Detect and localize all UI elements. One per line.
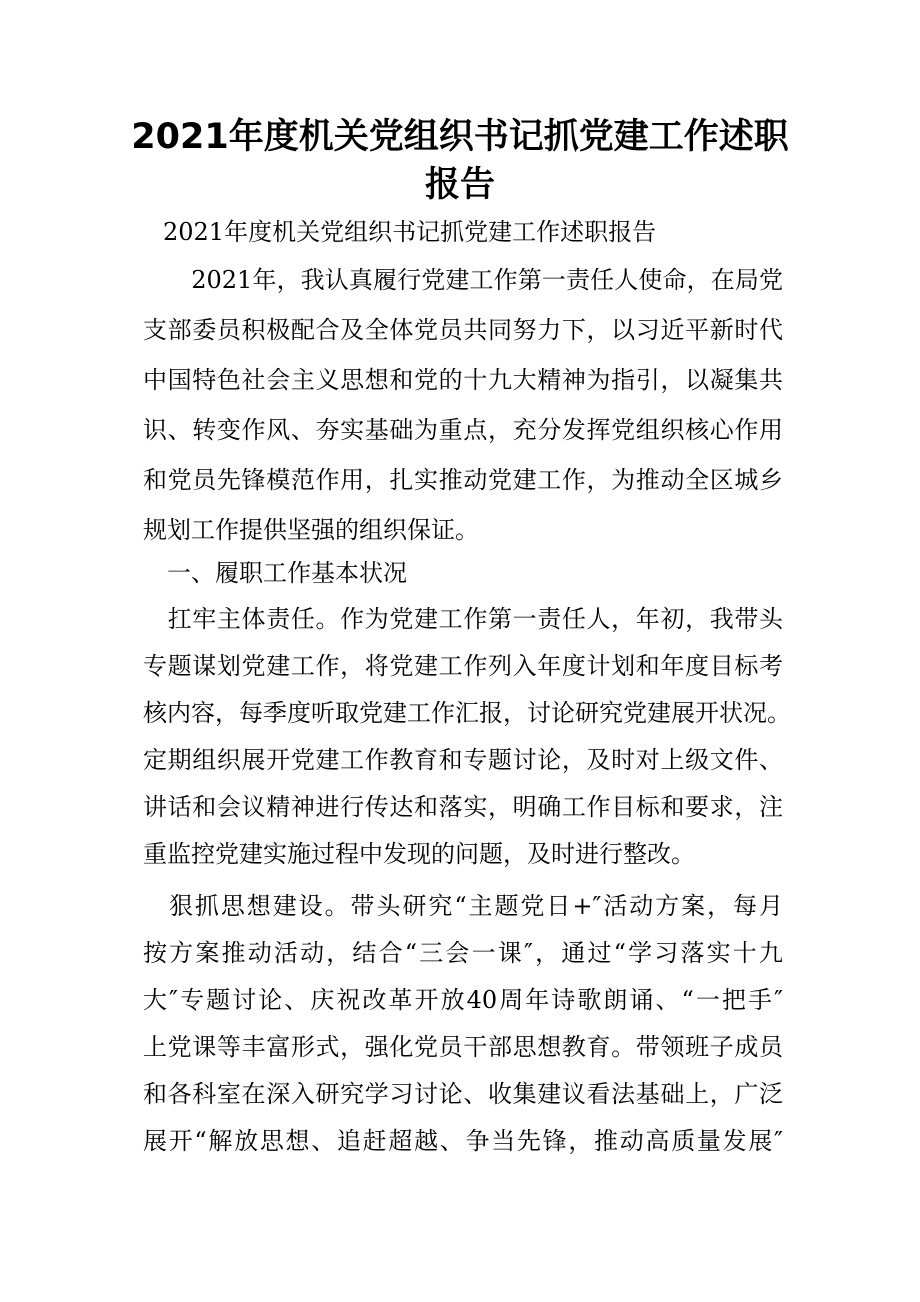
paragraph-line: 重监控党建实施过程中发现的问题，及时进行整改。: [143, 840, 695, 868]
paragraph-line: 核内容，每季度听取党建工作汇报，讨论研究党建展开状况。: [143, 699, 791, 727]
paragraph-line: 支部委员积极配合及全体党员共同努力下，以习近平新时代: [143, 316, 783, 344]
paragraph-line: 2021年，我认真履行党建工作第一责任人使命，在局党: [143, 266, 783, 294]
document-title-line-1: 2021年度机关党组织书记抓党建工作述职: [131, 117, 789, 157]
paragraph-line: 扛牢主体责任。作为党建工作第一责任人，年初，我带头: [143, 605, 783, 633]
paragraph-line: 规划工作提供坚强的组织保证。: [143, 516, 479, 544]
section-heading: 一、履职工作基本状况: [143, 559, 407, 587]
document-subtitle: 2021年度机关党组织书记抓党建工作述职报告: [163, 218, 657, 246]
paragraph-line: 大″专题讨论、庆祝改革开放40周年诗歌朗诵、“一把手″: [143, 986, 783, 1014]
paragraph-line: 识、转变作风、夯实基础为重点，充分发挥党组织核心作用: [143, 416, 783, 444]
document-title-line-2: 报告: [424, 165, 495, 205]
paragraph-line: 讲话和会议精神进行传达和落实，明确工作目标和要求，注: [143, 793, 783, 821]
paragraph-line: 和党员先锋模范作用，扎实推动党建工作，为推动全区城乡: [143, 466, 783, 494]
paragraph-line: 专题谋划党建工作，将党建工作列入年度计划和年度目标考: [143, 652, 783, 680]
paragraph-line: 狠抓思想建设。带头研究“主题党日+″活动方案，每月: [143, 892, 783, 920]
paragraph-line: 中国特色社会主义思想和党的十九大精神为指引，以凝集共: [143, 366, 783, 394]
paragraph-line: 展开“解放思想、追赶超越、争当先锋，推动高质量发展″: [143, 1127, 783, 1155]
paragraph-line: 和各科室在深入研究学习讨论、收集建议看法基础上，广泛: [143, 1080, 783, 1108]
paragraph-line: 定期组织展开党建工作教育和专题讨论，及时对上级文件、: [143, 746, 783, 774]
paragraph-line: 上党课等丰富形式，强化党员干部思想教育。带领班子成员: [143, 1033, 783, 1061]
paragraph-line: 按方案推动活动，结合“三会一课″，通过“学习落实十九: [143, 939, 783, 967]
